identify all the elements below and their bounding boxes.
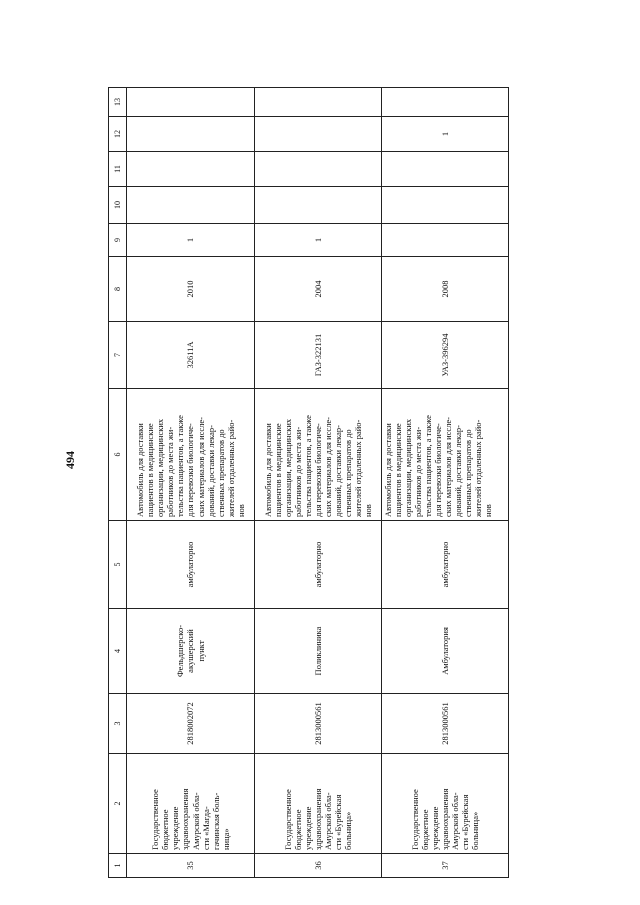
column-9-value: 1 bbox=[127, 224, 255, 257]
column-number-13: 13 bbox=[109, 88, 127, 117]
column-number-12: 12 bbox=[109, 117, 127, 152]
column-13-value bbox=[255, 88, 382, 117]
organization-name: Государственное бюджетное учреждение здравоохранения Амурской обла- сти «Бурейская больница» bbox=[382, 754, 509, 854]
care-mode: амбулаторно bbox=[127, 521, 255, 609]
vehicle-year: 2008 bbox=[382, 257, 509, 322]
vehicle-purpose: Автомобиль для доставки пациентов в медицинские организации, медицинских работников до места жи- тельства пациентов, а также для перевозки биологиче- ских материалов для иссле- дований, доставки лекар- ственных препаратов до жителей отдаленных райо- нов bbox=[255, 389, 382, 521]
column-12-value bbox=[255, 117, 382, 152]
organization-code: 2813000561 bbox=[255, 694, 382, 754]
column-9-value: 1 bbox=[255, 224, 382, 257]
column-number-9: 9 bbox=[109, 224, 127, 257]
organization-name: Государственное бюджетное учреждение здравоохранения Амурской обла- сти «Магда- гачинская боль- ница» bbox=[127, 754, 255, 854]
column-10-value bbox=[127, 187, 255, 224]
vehicle-purpose: Автомобиль для доставки пациентов в медицинские организации, медицинских работников до места жи- тельства пациентов, а также для перевозки биологиче- ских материалов для иссле- дований, доставки лекар- ственных препаратов до жителей отдаленных райо- нов bbox=[127, 389, 255, 521]
column-12-value: 1 bbox=[382, 117, 509, 152]
column-12-value bbox=[127, 117, 255, 152]
division-name: Фельдшерско- акушерский пункт bbox=[127, 609, 255, 694]
table-row bbox=[127, 88, 255, 878]
table-row bbox=[382, 88, 509, 878]
vehicle-model: 32611А bbox=[127, 322, 255, 389]
vehicle-year: 2010 bbox=[127, 257, 255, 322]
vehicle-year: 2004 bbox=[255, 257, 382, 322]
column-number-4: 4 bbox=[109, 609, 127, 694]
organization-code: 2813000561 bbox=[382, 694, 509, 754]
row-number: 36 bbox=[255, 854, 382, 878]
column-10-value bbox=[382, 187, 509, 224]
vehicle-model: УАЗ-396294 bbox=[382, 322, 509, 389]
column-number-2: 2 bbox=[109, 754, 127, 854]
column-number-row bbox=[109, 88, 127, 878]
column-number-10: 10 bbox=[109, 187, 127, 224]
column-number-6: 6 bbox=[109, 389, 127, 521]
row-number: 35 bbox=[127, 854, 255, 878]
division-name: Поликлиника bbox=[255, 609, 382, 694]
column-number-7: 7 bbox=[109, 322, 127, 389]
column-11-value bbox=[127, 152, 255, 187]
column-number-3: 3 bbox=[109, 694, 127, 754]
column-13-value bbox=[382, 88, 509, 117]
column-number-8: 8 bbox=[109, 257, 127, 322]
division-name: Амбулатория bbox=[382, 609, 509, 694]
organization-code: 2818002072 bbox=[127, 694, 255, 754]
table-row bbox=[255, 88, 382, 878]
column-number-1: 1 bbox=[109, 854, 127, 878]
care-mode: амбулаторно bbox=[255, 521, 382, 609]
page-number: 494 bbox=[63, 451, 77, 469]
vehicle-table bbox=[108, 88, 508, 878]
column-number-5: 5 bbox=[109, 521, 127, 609]
column-11-value bbox=[255, 152, 382, 187]
column-number-11: 11 bbox=[109, 152, 127, 187]
care-mode: амбулаторно bbox=[382, 521, 509, 609]
column-9-value bbox=[382, 224, 509, 257]
row-number: 37 bbox=[382, 854, 509, 878]
organization-name: Государственное бюджетное учреждение здравоохранения Амурской обла- сти «Бурейская больница» bbox=[255, 754, 382, 854]
vehicle-table-grid bbox=[108, 87, 509, 878]
column-11-value bbox=[382, 152, 509, 187]
vehicle-model: ГАЗ-322131 bbox=[255, 322, 382, 389]
column-10-value bbox=[255, 187, 382, 224]
column-13-value bbox=[127, 88, 255, 117]
vehicle-purpose: Автомобиль для доставки пациентов в медицинские организации, медицинских работников до места жи- тельства пациентов, а также для перевозки биологиче- ских материалов для иссле- дований, доставки лекар- ственных препаратов до жителей отдаленных райо- нов bbox=[382, 389, 509, 521]
